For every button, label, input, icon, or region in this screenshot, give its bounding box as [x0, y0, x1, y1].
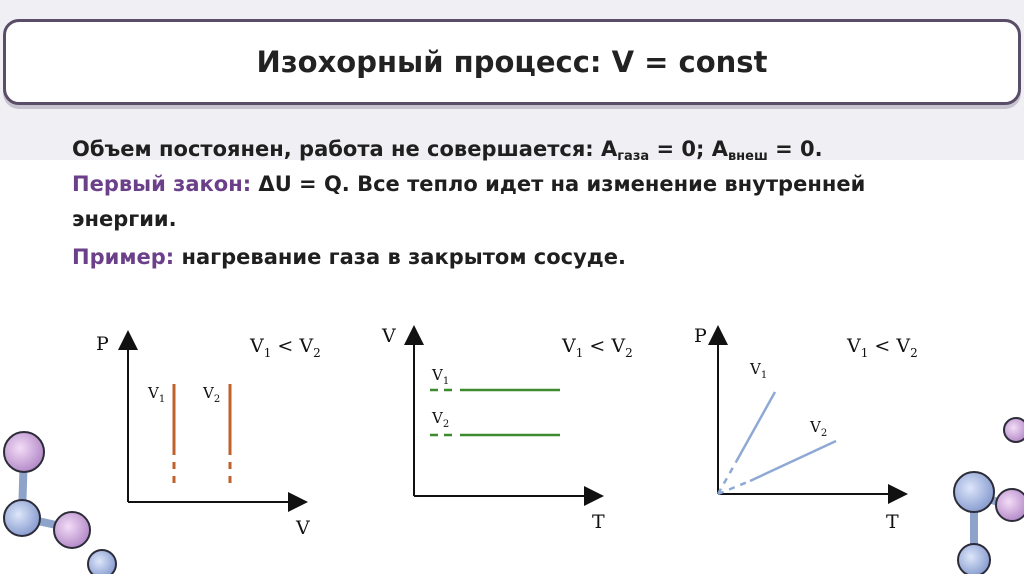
y-axis-label: P: [96, 333, 109, 355]
graph-pv: [96, 333, 321, 539]
isochore-line-v1: [736, 392, 775, 462]
first-law-label: Первый закон:: [72, 172, 252, 196]
first-law-text: ΔU = Q. Все тепло идет на изменение внутренней энергии.: [72, 172, 866, 231]
x-axis-label: T: [592, 511, 605, 533]
example-label: Пример:: [72, 245, 175, 269]
line-label-v2: $V_2$: [810, 418, 828, 439]
relation-label: $V_1 < V_2$: [562, 335, 633, 360]
y-axis-label: V: [382, 325, 396, 347]
graph-pt: [694, 325, 918, 533]
graph-vt: [381, 325, 633, 533]
line-label-v1: $V_1$: [148, 384, 166, 405]
relation-label: $V_1 < V_2$: [250, 335, 321, 360]
isochore-dashed-v1: [718, 462, 736, 494]
x-axis-label: V: [296, 517, 310, 539]
line-label-v2: $V_2$: [203, 384, 221, 405]
line-label-v1: $V_1$: [750, 360, 768, 381]
line-label-v2: $V_2$: [432, 409, 450, 430]
work-statement: Объем постоянен, работа не совершается: $A_{газа} = 0$; $A_{внеш} = 0$.: [72, 137, 823, 164]
relation-label: $V_1 < V_2$: [847, 335, 918, 360]
example-text: нагревание газа в закрытом сосуде.: [174, 245, 626, 269]
isochore-line-v2: [750, 441, 836, 481]
y-axis-label: P: [694, 325, 707, 347]
x-axis-label: T: [886, 511, 899, 533]
line-label-v1: $V_1$: [432, 366, 450, 387]
isochore-dashed-v2: [718, 481, 750, 494]
slide-title: Изохорный процесс: V = const: [256, 45, 768, 79]
